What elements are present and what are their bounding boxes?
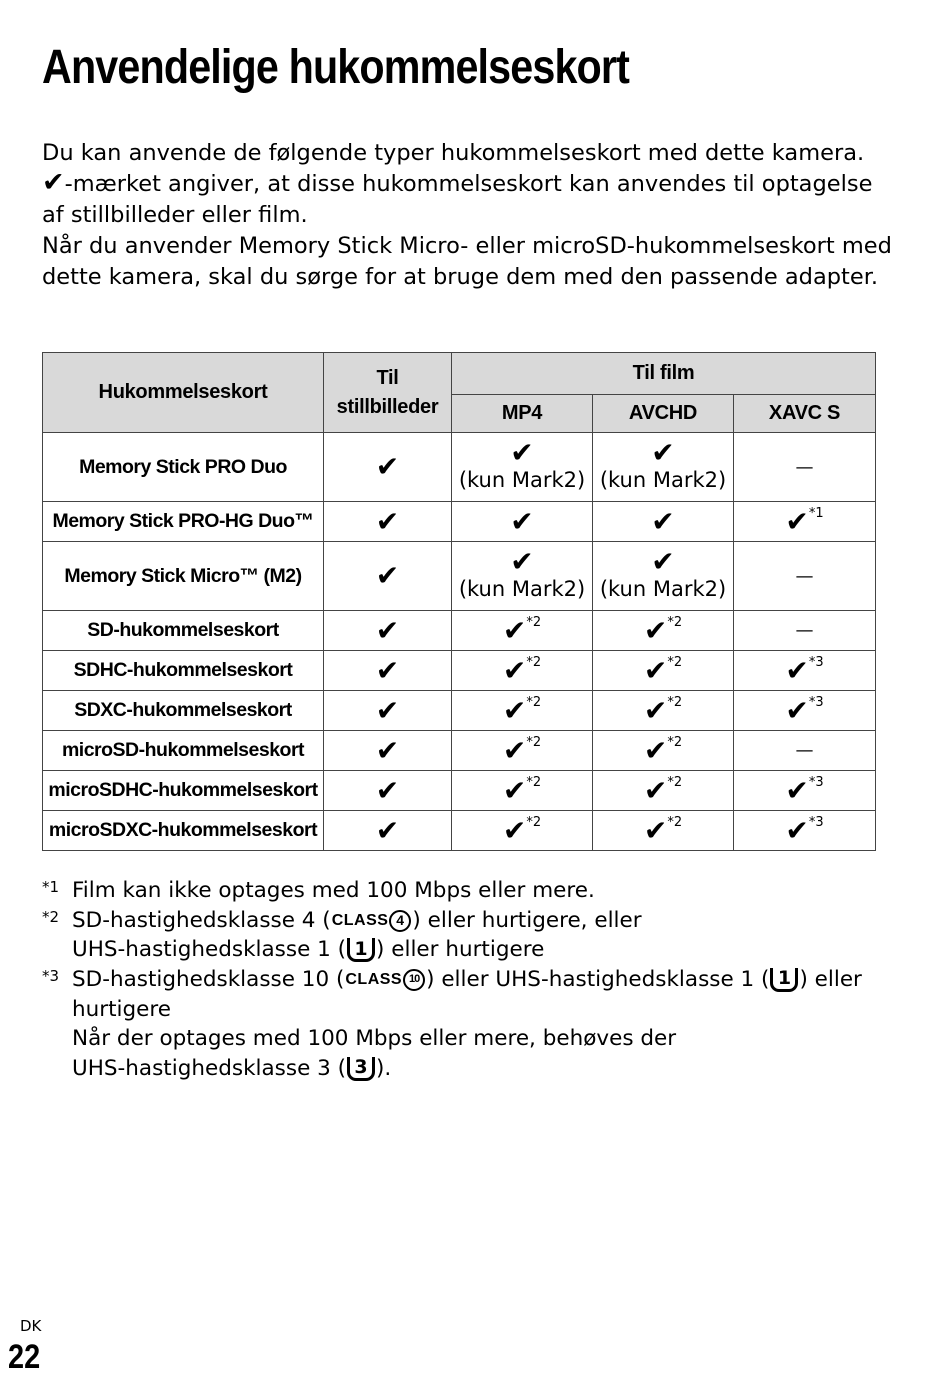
check-mark-icon: ✔ bbox=[375, 613, 400, 647]
cell-still bbox=[324, 433, 452, 502]
not-supported-dash: — bbox=[795, 620, 814, 641]
footnote-text: UHS-hastighedsklasse 1 ( bbox=[72, 937, 347, 963]
footnote-ref: *3 bbox=[808, 654, 824, 670]
check-mark-icon: ✔ bbox=[502, 733, 527, 767]
footnote-ref: *2 bbox=[526, 654, 542, 670]
card-name: SDXC-hukommelseskort bbox=[43, 691, 324, 731]
check-mark-icon: ✔ bbox=[643, 773, 668, 807]
cell-xavcs bbox=[734, 651, 876, 691]
footnote-ref: *2 bbox=[526, 694, 542, 710]
table-row bbox=[43, 811, 876, 851]
check-mark-icon: ✔ bbox=[785, 693, 809, 727]
footnote-2 bbox=[42, 906, 912, 965]
cell-xavcs bbox=[734, 811, 876, 851]
table-row bbox=[43, 651, 876, 691]
check-mark-icon: ✔ bbox=[375, 559, 400, 592]
footnote-text: Film kan ikke optages med 100 Mbps eller mere. bbox=[72, 878, 595, 903]
header-film: Til film bbox=[452, 353, 876, 395]
cell-still bbox=[324, 691, 452, 731]
footnote-ref: *3 bbox=[808, 694, 824, 710]
footnote-ref: *2 bbox=[526, 614, 542, 630]
check-mark-icon: ✔ bbox=[502, 773, 527, 807]
check-mark-icon: ✔ bbox=[510, 436, 534, 469]
header-still bbox=[324, 353, 452, 433]
cell-xavcs bbox=[734, 771, 876, 811]
cell-avchd bbox=[593, 771, 734, 811]
footnote-ref: *2 bbox=[667, 734, 683, 750]
footnotes bbox=[42, 876, 912, 1083]
header-still-label: Til stillbilleder bbox=[336, 366, 439, 418]
check-mark-icon: ✔ bbox=[785, 813, 809, 847]
check-mark-icon: ✔ bbox=[643, 733, 668, 767]
cell-still bbox=[324, 771, 452, 811]
table-row bbox=[43, 502, 876, 542]
cell-still bbox=[324, 542, 452, 611]
card-name: SDHC-hukommelseskort bbox=[43, 651, 324, 691]
check-mark-icon: ✔ bbox=[785, 653, 809, 687]
card-name: SD-hukommelseskort bbox=[43, 611, 324, 651]
intro-line-2 bbox=[42, 169, 892, 231]
check-mark-icon: ✔ bbox=[502, 813, 527, 847]
footnote-key: *3 bbox=[42, 966, 60, 985]
check-mark-icon: ✔ bbox=[651, 504, 675, 538]
card-name: microSDHC-hukommelseskort bbox=[43, 771, 324, 811]
cell-mp4 bbox=[452, 502, 593, 542]
check-mark-icon: ✔ bbox=[502, 693, 527, 727]
check-mark-icon: ✔ bbox=[785, 773, 809, 807]
cell-still bbox=[324, 731, 452, 771]
cell-still bbox=[324, 811, 452, 851]
footnote-text: SD-hastighedsklasse 10 ( bbox=[72, 966, 345, 992]
cell-mp4 bbox=[452, 691, 593, 731]
cell-xavcs bbox=[734, 542, 876, 611]
uhs-class-1-icon: 1 bbox=[347, 938, 375, 962]
check-mark-icon: ✔ bbox=[643, 693, 668, 727]
check-mark-icon: ✔ bbox=[651, 436, 675, 469]
check-mark-icon: ✔ bbox=[651, 545, 675, 578]
header-card: Hukommelseskort bbox=[43, 353, 324, 433]
check-mark-icon: ✔ bbox=[510, 504, 534, 538]
not-supported-dash: — bbox=[795, 740, 814, 761]
table-row bbox=[43, 771, 876, 811]
intro-text bbox=[42, 138, 892, 293]
not-supported-dash: — bbox=[795, 456, 814, 478]
table-row bbox=[43, 433, 876, 502]
intro-line-2-text: -mærket angiver, at disse hukommelseskort kan anvendes til optagelse af stillbilleder eller film. bbox=[42, 171, 873, 228]
intro-line-1: Du kan anvende de følgende typer hukommelseskort med dette kamera. bbox=[42, 140, 865, 166]
check-mark-icon: ✔ bbox=[643, 613, 668, 647]
footnote-text: UHS-hastighedsklasse 3 ( bbox=[72, 1055, 347, 1081]
cell-note: (kun Mark2) bbox=[458, 468, 586, 492]
cell-avchd bbox=[593, 433, 734, 502]
table-row bbox=[43, 611, 876, 651]
footnote-text: ) eller UHS-hastighedsklasse 1 ( bbox=[426, 966, 770, 992]
check-mark-icon: ✔ bbox=[375, 693, 400, 727]
check-mark-icon: ✔ bbox=[375, 773, 400, 807]
footnote-text: ). bbox=[376, 1055, 392, 1081]
page-title: Anvendelige hukommelseskort bbox=[42, 41, 629, 94]
footnote-text: ) eller hurtigere bbox=[376, 937, 545, 963]
card-name: microSD-hukommelseskort bbox=[43, 731, 324, 771]
footnote-ref: *2 bbox=[526, 814, 542, 830]
check-mark-icon: ✔ bbox=[502, 613, 527, 647]
class-number: 4 bbox=[389, 910, 411, 932]
footnote-line: hurtigere bbox=[72, 996, 171, 1022]
header-mp4: MP4 bbox=[452, 395, 593, 433]
footnote-line bbox=[72, 935, 912, 965]
check-mark-icon: ✔ bbox=[375, 813, 400, 847]
cell-xavcs bbox=[734, 691, 876, 731]
table-row bbox=[43, 542, 876, 611]
footnote-ref: *2 bbox=[526, 774, 542, 790]
footnote-ref: *2 bbox=[526, 734, 542, 750]
cell-avchd bbox=[593, 731, 734, 771]
check-mark-icon: ✔ bbox=[42, 167, 65, 198]
cell-mp4 bbox=[452, 651, 593, 691]
cell-mp4 bbox=[452, 433, 593, 502]
intro-line-3: Når du anvender Memory Stick Micro- eller microSD-hukommelseskort med dette kamera, skal du sørge for at bruge dem med den passende adapter. bbox=[42, 233, 892, 290]
check-mark-icon: ✔ bbox=[375, 653, 400, 687]
footnote-3 bbox=[42, 965, 912, 1083]
check-mark-icon: ✔ bbox=[785, 504, 809, 538]
footnote-line bbox=[72, 906, 912, 936]
cell-avchd bbox=[593, 651, 734, 691]
cell-avchd bbox=[593, 611, 734, 651]
cell-mp4 bbox=[452, 771, 593, 811]
footnote-ref: *2 bbox=[667, 654, 683, 670]
uhs-class-3-icon: 3 bbox=[347, 1057, 375, 1081]
class-number: 10 bbox=[403, 969, 425, 991]
footnote-line: Når der optages med 100 Mbps eller mere, behøves der bbox=[72, 1026, 677, 1051]
footnote-text: ) eller hurtigere, eller bbox=[412, 907, 642, 933]
footnote-key: *2 bbox=[42, 907, 60, 926]
footnote-ref: *2 bbox=[667, 814, 683, 830]
header-avchd: AVCHD bbox=[593, 395, 734, 433]
card-name: Memory Stick PRO-HG Duo™ bbox=[43, 502, 324, 542]
class-label: CLASS bbox=[345, 971, 403, 988]
check-mark-icon: ✔ bbox=[375, 733, 400, 767]
check-mark-icon: ✔ bbox=[375, 450, 400, 483]
check-mark-icon: ✔ bbox=[643, 653, 668, 687]
cell-xavcs bbox=[734, 611, 876, 651]
check-mark-icon: ✔ bbox=[375, 504, 400, 538]
cell-mp4 bbox=[452, 731, 593, 771]
check-mark-icon: ✔ bbox=[643, 813, 668, 847]
cell-still bbox=[324, 502, 452, 542]
cell-mp4 bbox=[452, 542, 593, 611]
card-name: microSDXC-hukommelseskort bbox=[43, 811, 324, 851]
cell-avchd bbox=[593, 691, 734, 731]
table-row bbox=[43, 691, 876, 731]
cell-note: (kun Mark2) bbox=[599, 577, 727, 601]
footnote-text: ) eller bbox=[799, 966, 862, 992]
sd-class-4-icon bbox=[332, 906, 412, 936]
footnote-line bbox=[72, 1054, 912, 1084]
footnote-ref: *2 bbox=[667, 774, 683, 790]
footnote-ref: *3 bbox=[808, 774, 824, 790]
page-number: 22 bbox=[8, 1338, 41, 1376]
cell-xavcs bbox=[734, 731, 876, 771]
class-label: CLASS bbox=[331, 911, 389, 929]
footnote-text: SD-hastighedsklasse 4 ( bbox=[72, 907, 331, 933]
not-supported-dash: — bbox=[795, 565, 814, 587]
cell-mp4 bbox=[452, 611, 593, 651]
language-code: DK bbox=[20, 1317, 42, 1335]
memory-card-table bbox=[42, 352, 876, 851]
footnote-line bbox=[72, 965, 912, 995]
cell-still bbox=[324, 651, 452, 691]
card-name: Memory Stick Micro™ (M2) bbox=[43, 542, 324, 611]
cell-mp4 bbox=[452, 811, 593, 851]
card-name: Memory Stick PRO Duo bbox=[43, 433, 324, 502]
sd-class-10-icon bbox=[345, 965, 425, 995]
header-xavcs: XAVC S bbox=[734, 395, 876, 433]
table-body bbox=[43, 433, 876, 851]
cell-xavcs bbox=[734, 433, 876, 502]
cell-note: (kun Mark2) bbox=[599, 468, 727, 492]
footnote-ref: *2 bbox=[667, 694, 683, 710]
cell-xavcs bbox=[734, 502, 876, 542]
cell-still bbox=[324, 611, 452, 651]
footnote-ref: *1 bbox=[808, 505, 824, 521]
check-mark-icon: ✔ bbox=[502, 653, 527, 687]
check-mark-icon: ✔ bbox=[510, 545, 534, 578]
footnote-key: *1 bbox=[42, 878, 60, 896]
cell-avchd bbox=[593, 542, 734, 611]
cell-avchd bbox=[593, 502, 734, 542]
cell-avchd bbox=[593, 811, 734, 851]
uhs-class-1-icon: 1 bbox=[770, 968, 798, 992]
footnote-ref: *2 bbox=[667, 614, 683, 630]
cell-note: (kun Mark2) bbox=[458, 577, 586, 601]
table-row bbox=[43, 731, 876, 771]
footnote-ref: *3 bbox=[808, 814, 824, 830]
footnote-1 bbox=[42, 876, 912, 906]
